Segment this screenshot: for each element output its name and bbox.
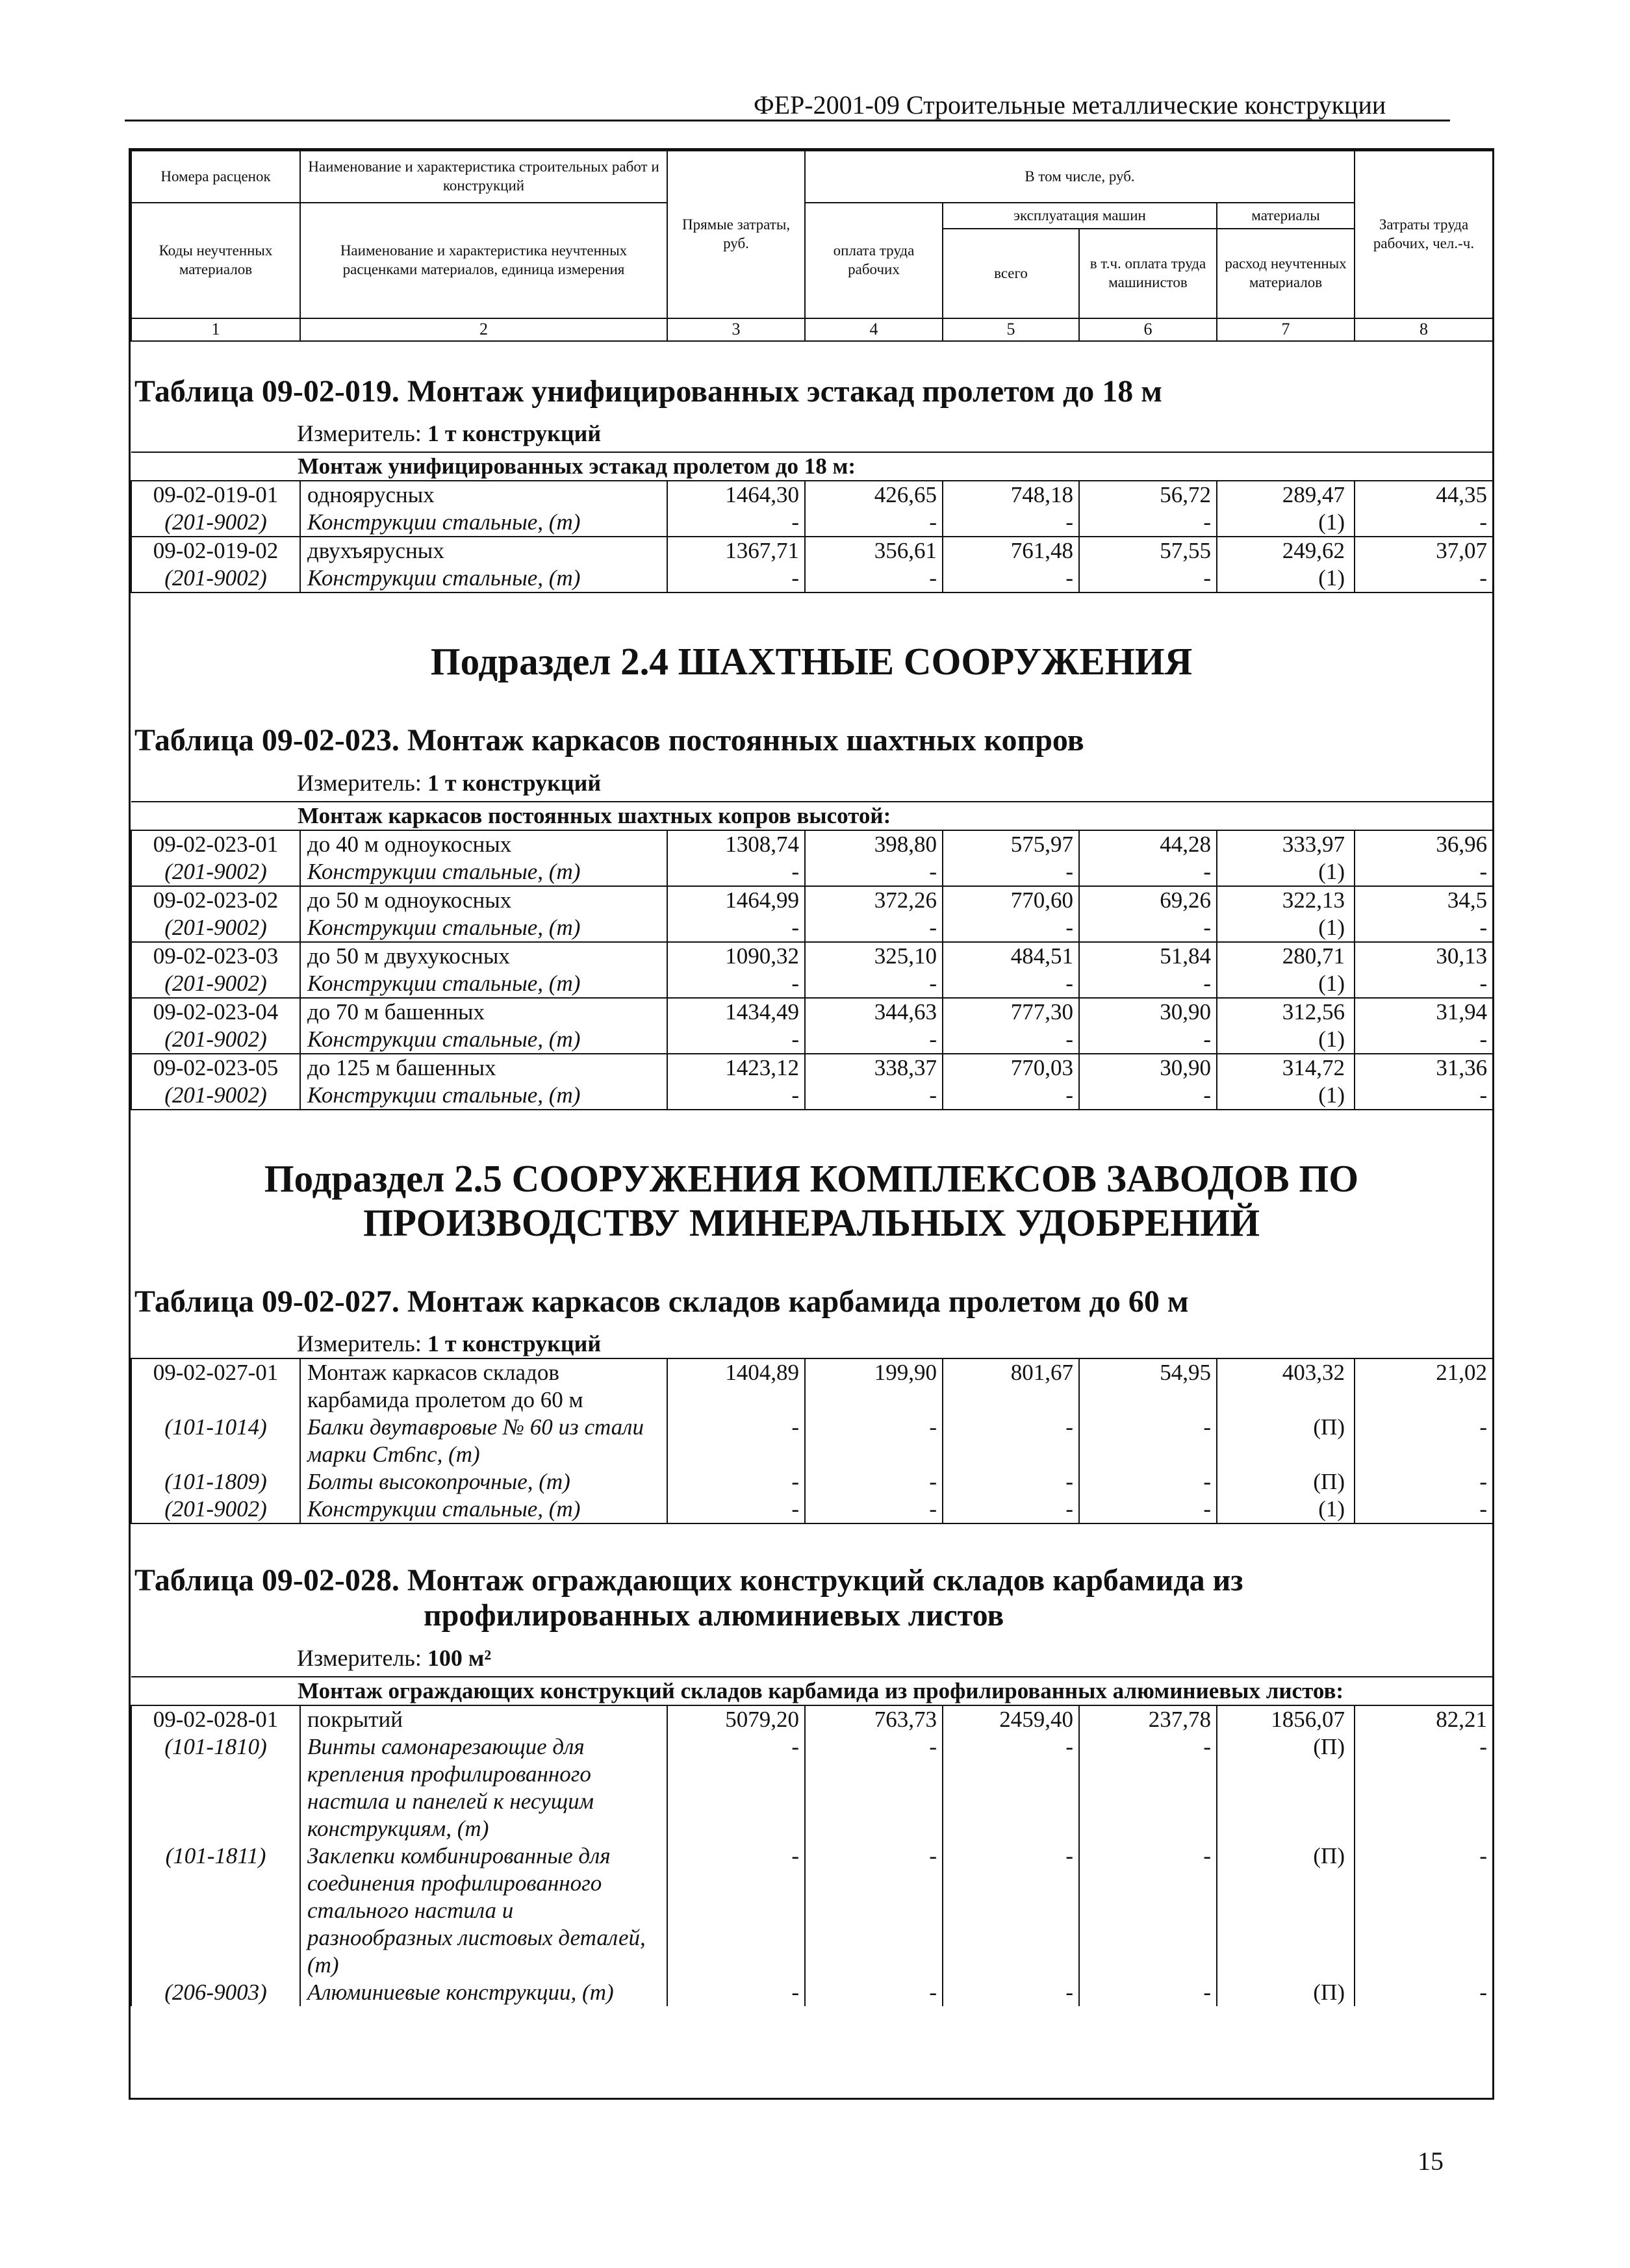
- cell-machines: -: [943, 1414, 1079, 1468]
- cell-labor-hours: -: [1355, 1468, 1493, 1496]
- cell-materials: (1): [1217, 914, 1355, 942]
- cell-materials: (1): [1217, 1496, 1355, 1523]
- cell-direct: -: [667, 1842, 805, 1979]
- group-row: Монтаж каркасов постоянных шахтных копров высотой:: [131, 802, 1493, 830]
- cell-operators: -: [1079, 970, 1217, 998]
- rate-row: [131, 537, 1493, 565]
- rate-name: одноярусных: [300, 481, 667, 509]
- rate-code: 09-02-019-01: [131, 481, 300, 509]
- cell-labor: -: [805, 509, 943, 537]
- rate-row: [131, 886, 1493, 914]
- cell-labor: 356,61: [805, 537, 943, 565]
- cell-labor-hours: -: [1355, 858, 1493, 886]
- cell-direct: -: [667, 914, 805, 942]
- cell-labor: -: [805, 1082, 943, 1110]
- header-ekspl: эксплуатация машин: [943, 203, 1217, 229]
- cell-direct: 1090,32: [667, 942, 805, 970]
- cell-machines: -: [943, 1026, 1079, 1054]
- cell-machines: 761,48: [943, 537, 1079, 565]
- cell-operators: 56,72: [1079, 481, 1217, 509]
- cell-materials: 1856,07: [1217, 1705, 1355, 1733]
- measure-label: Измеритель:: [297, 1644, 422, 1671]
- cell-direct: -: [667, 1082, 805, 1110]
- cell-direct: -: [667, 1496, 805, 1523]
- cell-machines: -: [943, 1733, 1079, 1842]
- measure-label: Измеритель:: [297, 420, 422, 447]
- cell-materials: (П): [1217, 1979, 1355, 2006]
- material-name: Конструкции стальные, (т): [300, 858, 667, 886]
- cell-labor: 199,90: [805, 1358, 943, 1414]
- cell-direct: 1464,99: [667, 886, 805, 914]
- cell-operators: -: [1079, 1979, 1217, 2006]
- cell-machines: -: [943, 1842, 1079, 1979]
- cell-operators: 237,78: [1079, 1705, 1217, 1733]
- cell-labor-hours: -: [1355, 1026, 1493, 1054]
- material-code: (201-9002): [131, 858, 300, 886]
- material-row: [131, 509, 1493, 537]
- measure-028: [297, 1646, 1492, 1670]
- cell-machines: -: [943, 1468, 1079, 1496]
- cell-labor-hours: 31,94: [1355, 998, 1493, 1026]
- cell-machines: -: [943, 970, 1079, 998]
- cell-labor-hours: 34,5: [1355, 886, 1493, 914]
- material-row: [131, 1468, 1493, 1496]
- rate-code: 09-02-023-05: [131, 1054, 300, 1082]
- cell-direct: 1434,49: [667, 998, 805, 1026]
- cell-labor: -: [805, 858, 943, 886]
- measure-unit: 1 т конструкций: [427, 769, 602, 796]
- cell-labor-hours: 44,35: [1355, 481, 1493, 509]
- material-code: (201-9002): [131, 914, 300, 942]
- measure-unit: 100 м²: [427, 1644, 492, 1671]
- cell-labor: 763,73: [805, 1705, 943, 1733]
- measure-unit: 1 т конструкций: [427, 420, 602, 447]
- cell-operators: -: [1079, 1842, 1217, 1979]
- col-number: 4: [805, 318, 943, 341]
- rate-row: [131, 998, 1493, 1026]
- rate-name: до 50 м одноукосных: [300, 886, 667, 914]
- cell-materials: 312,56: [1217, 998, 1355, 1026]
- cell-labor-hours: 82,21: [1355, 1705, 1493, 1733]
- rate-row: [131, 1358, 1493, 1414]
- rate-code: 09-02-023-02: [131, 886, 300, 914]
- material-code: (201-9002): [131, 1082, 300, 1110]
- material-row: [131, 1026, 1493, 1054]
- cell-materials: (1): [1217, 858, 1355, 886]
- cell-labor: -: [805, 1979, 943, 2006]
- table-title-028: [134, 1563, 1492, 1633]
- cell-machines: -: [943, 1979, 1079, 2006]
- cell-direct: -: [667, 1468, 805, 1496]
- cell-labor-hours: 21,02: [1355, 1358, 1493, 1414]
- cell-operators: -: [1079, 858, 1217, 886]
- cell-machines: -: [943, 858, 1079, 886]
- material-row: [131, 970, 1493, 998]
- material-name: Конструкции стальные, (т): [300, 1082, 667, 1110]
- measure-unit: 1 т конструкций: [427, 1331, 602, 1357]
- rates-table-019: [131, 452, 1494, 593]
- measure-027: [297, 1332, 1492, 1355]
- cell-materials: (1): [1217, 1082, 1355, 1110]
- column-header-table: [131, 150, 1494, 342]
- cell-machines: -: [943, 565, 1079, 592]
- cell-machines: 770,60: [943, 886, 1079, 914]
- rate-code: 09-02-023-01: [131, 830, 300, 858]
- rate-code: 09-02-027-01: [131, 1358, 300, 1414]
- header-zatraty: Затраты труда рабочих, чел.-ч.: [1355, 151, 1493, 318]
- cell-machines: 575,97: [943, 830, 1079, 858]
- material-code: (101-1014): [131, 1414, 300, 1468]
- cell-labor-hours: -: [1355, 565, 1493, 592]
- cell-operators: 44,28: [1079, 830, 1217, 858]
- cell-labor: -: [805, 1026, 943, 1054]
- material-name: Заклепки комбинированные для соединения профилированного стального настила и разнообразных листовых деталей, (т): [300, 1842, 667, 1979]
- cell-materials: (П): [1217, 1842, 1355, 1979]
- cell-machines: -: [943, 1496, 1079, 1523]
- material-name: Конструкции стальные, (т): [300, 1026, 667, 1054]
- rate-code: 09-02-019-02: [131, 537, 300, 565]
- material-code: (101-1810): [131, 1733, 300, 1842]
- material-code: (101-1809): [131, 1468, 300, 1496]
- cell-labor-hours: -: [1355, 1082, 1493, 1110]
- cell-labor-hours: 36,96: [1355, 830, 1493, 858]
- cell-direct: -: [667, 1026, 805, 1054]
- document-frame: [129, 148, 1494, 2100]
- rates-table-027: [131, 1358, 1494, 1524]
- cell-operators: -: [1079, 1026, 1217, 1054]
- cell-operators: -: [1079, 509, 1217, 537]
- cell-materials: (1): [1217, 509, 1355, 537]
- rates-table-028: [131, 1676, 1494, 2006]
- page-number: 15: [1418, 2147, 1444, 2176]
- rate-row: [131, 830, 1493, 858]
- rate-row: [131, 1054, 1493, 1082]
- header-raskhod: расход неучтенных материалов: [1217, 229, 1355, 318]
- rate-name: Монтаж каркасов складов карбамида пролетом до 60 м: [300, 1358, 667, 1414]
- cell-labor: 426,65: [805, 481, 943, 509]
- rate-code: 09-02-023-03: [131, 942, 300, 970]
- material-name: Конструкции стальные, (т): [300, 970, 667, 998]
- cell-operators: -: [1079, 1733, 1217, 1842]
- cell-labor: 372,26: [805, 886, 943, 914]
- cell-operators: -: [1079, 1468, 1217, 1496]
- cell-machines: -: [943, 1082, 1079, 1110]
- col-number: 6: [1079, 318, 1217, 341]
- measure-label: Измеритель:: [297, 1331, 422, 1357]
- cell-operators: -: [1079, 914, 1217, 942]
- table-title-line: Таблица 09-02-028. Монтаж ограждающих конструкций складов карбамида из: [134, 1563, 1243, 1598]
- cell-machines: -: [943, 509, 1079, 537]
- material-name: Конструкции стальные, (т): [300, 914, 667, 942]
- cell-labor-hours: -: [1355, 1414, 1493, 1468]
- cell-direct: -: [667, 858, 805, 886]
- cell-materials: (1): [1217, 1026, 1355, 1054]
- col-number: 5: [943, 318, 1079, 341]
- cell-direct: 5079,20: [667, 1705, 805, 1733]
- cell-materials: 289,47: [1217, 481, 1355, 509]
- cell-labor: 398,80: [805, 830, 943, 858]
- header-vsego: всего: [943, 229, 1079, 318]
- col-number: 2: [300, 318, 667, 341]
- header-kody: Коды неучтенных материалов: [131, 203, 300, 318]
- group-row: Монтаж ограждающих конструкций складов карбамида из профилированных алюминиевых листов:: [131, 1677, 1493, 1705]
- cell-labor-hours: 30,13: [1355, 942, 1493, 970]
- material-name: Конструкции стальные, (т): [300, 565, 667, 592]
- cell-labor: -: [805, 565, 943, 592]
- cell-direct: -: [667, 509, 805, 537]
- material-name: Алюминиевые конструкции, (т): [300, 1979, 667, 2006]
- cell-materials: 280,71: [1217, 942, 1355, 970]
- cell-materials: 314,72: [1217, 1054, 1355, 1082]
- cell-labor: -: [805, 1733, 943, 1842]
- cell-machines: -: [943, 914, 1079, 942]
- cell-direct: -: [667, 1979, 805, 2006]
- measure-label: Измеритель:: [297, 769, 422, 796]
- cell-labor: -: [805, 1468, 943, 1496]
- header-oplata: оплата труда рабочих: [805, 203, 943, 318]
- cell-labor: 344,63: [805, 998, 943, 1026]
- measure-019: [297, 422, 1492, 445]
- cell-machines: 801,67: [943, 1358, 1079, 1414]
- cell-materials: 333,97: [1217, 830, 1355, 858]
- rate-name: до 70 м башенных: [300, 998, 667, 1026]
- table-title-line: профилированных алюминиевых листов: [424, 1598, 1004, 1633]
- material-code: (201-9002): [131, 1496, 300, 1523]
- cell-materials: (1): [1217, 970, 1355, 998]
- col-number: 1: [131, 318, 300, 341]
- cell-labor: -: [805, 1496, 943, 1523]
- material-code: (201-9002): [131, 970, 300, 998]
- cell-direct: -: [667, 1733, 805, 1842]
- cell-machines: 484,51: [943, 942, 1079, 970]
- col-number: 8: [1355, 318, 1493, 341]
- header-materialy: материалы: [1217, 203, 1355, 229]
- header-pryamye: Прямые затраты, руб.: [667, 151, 805, 318]
- material-code: (206-9003): [131, 1979, 300, 2006]
- cell-labor: 325,10: [805, 942, 943, 970]
- table-title-027: Таблица 09-02-027. Монтаж каркасов складов карбамида пролетом до 60 м: [134, 1284, 1189, 1319]
- material-code: (101-1811): [131, 1842, 300, 1979]
- rate-name: до 50 м двухукосных: [300, 942, 667, 970]
- material-name: Болты высокопрочные, (т): [300, 1468, 667, 1496]
- col-number: 3: [667, 318, 805, 341]
- cell-direct: 1367,71: [667, 537, 805, 565]
- header-v-tch: в т.ч. оплата труда машинистов: [1079, 229, 1217, 318]
- cell-operators: -: [1079, 1414, 1217, 1468]
- cell-labor-hours: -: [1355, 1979, 1493, 2006]
- cell-materials: 403,32: [1217, 1358, 1355, 1414]
- material-row: [131, 565, 1493, 592]
- rate-row: [131, 942, 1493, 970]
- cell-direct: -: [667, 970, 805, 998]
- rate-name: двухъярусных: [300, 537, 667, 565]
- cell-labor: -: [805, 970, 943, 998]
- cell-operators: 57,55: [1079, 537, 1217, 565]
- cell-direct: 1308,74: [667, 830, 805, 858]
- material-name: Конструкции стальные, (т): [300, 1496, 667, 1523]
- cell-operators: 54,95: [1079, 1358, 1217, 1414]
- cell-operators: 51,84: [1079, 942, 1217, 970]
- cell-operators: 30,90: [1079, 998, 1217, 1026]
- material-name: Балки двутавровые № 60 из стали марки Ст6пс, (т): [300, 1414, 667, 1468]
- cell-labor-hours: 31,36: [1355, 1054, 1493, 1082]
- cell-direct: -: [667, 565, 805, 592]
- group-row: Монтаж унифицированных эстакад пролетом до 18 м:: [131, 452, 1493, 481]
- material-row: [131, 1496, 1493, 1523]
- cell-materials: (1): [1217, 565, 1355, 592]
- running-header: ФЕР-2001-09 Строительные металлические конструкции: [754, 90, 1386, 120]
- col-number: 7: [1217, 318, 1355, 341]
- cell-operators: 69,26: [1079, 886, 1217, 914]
- cell-labor-hours: -: [1355, 914, 1493, 942]
- header-rule: [125, 120, 1450, 121]
- cell-machines: 748,18: [943, 481, 1079, 509]
- material-code: (201-9002): [131, 509, 300, 537]
- rate-row: [131, 481, 1493, 509]
- cell-machines: 2459,40: [943, 1705, 1079, 1733]
- rate-name: до 40 м одноукосных: [300, 830, 667, 858]
- cell-machines: 777,30: [943, 998, 1079, 1026]
- cell-direct: 1464,30: [667, 481, 805, 509]
- section-title-2-5: [131, 1157, 1492, 1245]
- header-nomera: Номера расценок: [131, 151, 300, 203]
- cell-operators: -: [1079, 565, 1217, 592]
- section-title-2-4: Подраздел 2.4 ШАХТНЫЕ СООРУЖЕНИЯ: [430, 640, 1193, 683]
- material-row: [131, 1414, 1493, 1468]
- material-row: [131, 1842, 1493, 1979]
- material-row: [131, 1082, 1493, 1110]
- cell-labor: -: [805, 1414, 943, 1468]
- rates-table-023: [131, 801, 1494, 1110]
- header-v-tom-chisle: В том числе, руб.: [805, 151, 1355, 203]
- cell-labor-hours: -: [1355, 1842, 1493, 1979]
- rate-row: [131, 1705, 1493, 1733]
- rate-code: 09-02-023-04: [131, 998, 300, 1026]
- material-row: [131, 858, 1493, 886]
- header-naim2: Наименование и характеристика неучтенных расценками материалов, единица измерения: [300, 203, 667, 318]
- cell-labor: 338,37: [805, 1054, 943, 1082]
- table-title-023: Таблица 09-02-023. Монтаж каркасов постоянных шахтных копров: [134, 723, 1084, 758]
- material-row: [131, 914, 1493, 942]
- material-code: (201-9002): [131, 1026, 300, 1054]
- cell-direct: -: [667, 1414, 805, 1468]
- rate-name: покрытий: [300, 1705, 667, 1733]
- header-naim1: Наименование и характеристика строительных работ и конструкций: [300, 151, 667, 203]
- cell-materials: 322,13: [1217, 886, 1355, 914]
- cell-materials: (П): [1217, 1733, 1355, 1842]
- cell-labor-hours: -: [1355, 1733, 1493, 1842]
- cell-labor-hours: -: [1355, 1496, 1493, 1523]
- section-title-line: Подраздел 2.5 СООРУЖЕНИЯ КОМПЛЕКСОВ ЗАВОДОВ ПО: [264, 1156, 1359, 1200]
- cell-machines: 770,03: [943, 1054, 1079, 1082]
- rate-name: до 125 м башенных: [300, 1054, 667, 1082]
- table-title-019: Таблица 09-02-019. Монтаж унифицированных эстакад пролетом до 18 м: [134, 374, 1162, 409]
- cell-operators: -: [1079, 1082, 1217, 1110]
- material-row: [131, 1979, 1493, 2006]
- cell-labor-hours: 37,07: [1355, 537, 1493, 565]
- material-name: Винты самонарезающие для крепления профилированного настила и панелей к несущим конструкциям, (т): [300, 1733, 667, 1842]
- cell-direct: 1404,89: [667, 1358, 805, 1414]
- cell-materials: 249,62: [1217, 537, 1355, 565]
- cell-materials: (П): [1217, 1468, 1355, 1496]
- cell-labor-hours: -: [1355, 970, 1493, 998]
- cell-labor: -: [805, 1842, 943, 1979]
- material-row: [131, 1733, 1493, 1842]
- material-code: (201-9002): [131, 565, 300, 592]
- cell-labor: -: [805, 914, 943, 942]
- rate-code: 09-02-028-01: [131, 1705, 300, 1733]
- measure-023: [297, 771, 1492, 795]
- cell-materials: (П): [1217, 1414, 1355, 1468]
- cell-direct: 1423,12: [667, 1054, 805, 1082]
- section-title-line: ПРОИЗВОДСТВУ МИНЕРАЛЬНЫХ УДОБРЕНИЙ: [363, 1201, 1260, 1244]
- cell-operators: 30,90: [1079, 1054, 1217, 1082]
- material-name: Конструкции стальные, (т): [300, 509, 667, 537]
- cell-labor-hours: -: [1355, 509, 1493, 537]
- cell-operators: -: [1079, 1496, 1217, 1523]
